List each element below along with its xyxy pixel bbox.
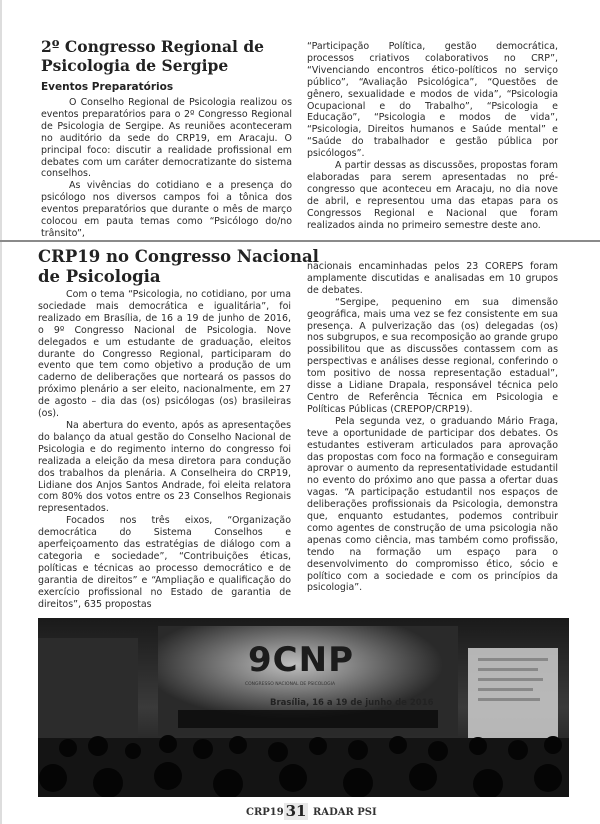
stage-table (178, 710, 438, 728)
page-number: 31 (285, 802, 307, 820)
section2-title: CRP19 no Congresso Nacional de Psicologia (38, 247, 319, 286)
paragraph: Pela segunda vez, o graduando Mário Fraga, teve a oportunidade de participar dos debates. Os estudantes estiveram articulados para aprovação das propostas com foco na formação e conseguiram aprovar o aumento da representatividade estudantil no evento do próximo ano que passa a ofertar duas vagas. “A participação estudantil nos espaços de deliberações profissionais da Psicologia, demonstra que, enquanto estudantes, podemos contribuir como agentes de construção de uma psicologia não apenas como ciência, mas também como profissão, tendo na formação um espaço para o desenvolvimento do compromisso ético, sócio e político com a sociedade e com os princípios da psicologia”. (307, 415, 558, 594)
paragraph: Com o tema “Psicologia, no cotidiano, por uma sociedade mais democrática e igualitária”, foi realizado em Brasília, de 16 a 19 de junho de 2016, o 9º Congresso Nacional de Psicologia. Nove delegados e um estudante de graduação, eleitos durante do Congresso Regional, participaram do evento que tem como objetivo a produção de um caderno de deliberações que norteará os passos do próximo plenário a ser eleito, nacionalmente, em 27 de agosto – dia das (os) psicólogas (os) brasileiras (os). (38, 289, 291, 420)
banner-logo: 9CNP (248, 640, 354, 680)
congress-photo (38, 618, 569, 797)
paragraph: “Participação Política, gestão democrática, processos criativos colaborativos no CRP”, “Vivenciando encontros ético-políticos no serviço público”, “Avaliação Psicológica”, “Questões de gênero, sexualidade e modos de vida”, “Psicologia Ocupacional e do Trabalho”, “Psicologia e Educação”, “Psicologia e modos de vida”, “Psicologia, Direitos humanos e Saúde mental” e “Saúde do trabalhador e gestão pública por psicólogos”. (307, 41, 558, 160)
footer-magazine-name: RADAR PSI (313, 807, 377, 818)
section1-title: 2º Congresso Regional de Psicologia de Sergipe (41, 37, 265, 75)
paragraph: nacionais encaminhadas pelos 23 COREPS foram amplamente discutidas e analisadas em 10 grupos de debates. (307, 261, 558, 296)
section2-right-column (307, 261, 558, 594)
banner-location: Brasília, 16 a 19 de junho de 2016 (270, 698, 434, 708)
paragraph: As vivências do cotidiano e a presença do psicólogo nos diversos campos foi a tônica dos eventos preparatórios que durante o mês de março colocou em pauta temas como “Psicólogo do/no trânsito”, (41, 180, 292, 239)
section-divider (0, 240, 600, 242)
page-edge (0, 0, 2, 824)
paragraph: Na abertura do evento, após as apresentações do balanço da atual gestão do Conselho Nacional de Psicologia e do regimento interno do congresso foi realizada a eleição da mesa diretora para condução dos trabalhos da plenária. A Conselheira do CRP19, Lidiane dos Anjos Santos Andrade, foi eleita relatora com 80% dos votos entre os 23 Conselhos Regionais representados. (38, 419, 291, 515)
paragraph: O Conselho Regional de Psicologia realizou os eventos preparatórios para o 2º Congresso Regional de Psicologia de Sergipe. As reuniões aconteceram no auditório da sede do CRP19, em Aracaju. O principal foco: discutir a realidade profissional em debates com um caráter democratizante do sistema conselhos. (41, 97, 292, 180)
footer-publisher: CRP19 (246, 807, 284, 818)
section2-left-column (38, 289, 291, 610)
paragraph: “Sergipe, pequenino em sua dimensão geográfica, mais uma vez se fez consistente em sua presença. A pulverização das (os) delegadas (os) nos subgrupos, e sua recomposição ao grande grupo possibilitou que as discussões contassem com as perspectivas e análises desse regional, conferindo o tom positivo de nossa representação estadual”, disse a Lidiane Drapala, responsável técnica pelo Centro de Referência Técnica em Psicologia e Políticas Públicas (CREPOP/CRP19). (307, 296, 558, 415)
section1-left-column (41, 97, 292, 240)
paragraph: Focados nos três eixos, “Organização democrática do Sistema Conselhos e aperfeiçoamento das estratégias de diálogo com a categoria e sociedade”, “Contribuições éticas, políticas e técnicas ao processo democrático e de garantia de direitos” e “Ampliação e qualificação do exercício profissional no Estado de garantia de direitos”, 635 propostas (38, 515, 291, 610)
paragraph: A partir dessas as discussões, propostas foram elaboradas para serem apresentadas no pré-congresso que aconteceu em Aracaju, no dia nove de abril, e representou uma das etapas para os Congressos Regional e Nacional que foram realizados ainda no primeiro semestre deste ano. (307, 160, 558, 231)
banner-subtitle: CONGRESSO NACIONAL DE PSICOLOGIA (245, 682, 336, 687)
page-footer (0, 800, 600, 824)
section1-right-column (307, 41, 558, 232)
section1-subtitle: Eventos Preparatórios (41, 81, 174, 93)
